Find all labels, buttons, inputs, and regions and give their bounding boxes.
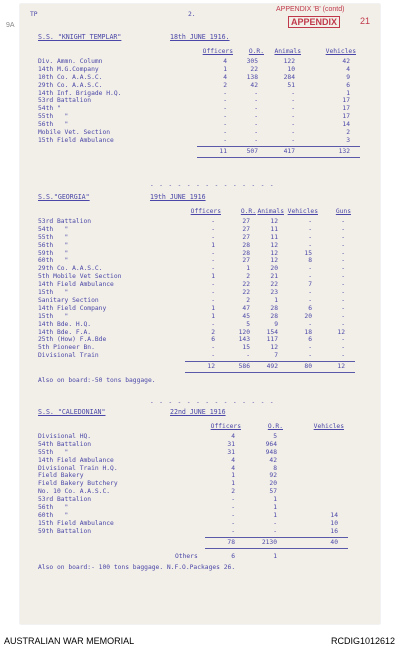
row-value: 4 (223, 57, 227, 65)
total-rule (205, 548, 348, 549)
row-label: Field Bakery (38, 472, 84, 480)
total-rule (197, 157, 360, 158)
row-value: - (341, 296, 345, 304)
row-label: Field Bakery Butchery (38, 480, 118, 488)
annotation-number: 21 (360, 16, 371, 26)
row-value: - (254, 136, 258, 144)
page-number: 2. (188, 11, 196, 18)
row-value: 9 (346, 73, 350, 81)
row-label: Divisional Train (38, 352, 99, 360)
column-header: Officers (210, 423, 241, 430)
row-value: 12 (270, 257, 278, 265)
row-value: - (211, 217, 215, 225)
row-label: 55th " (38, 233, 69, 241)
row-value: - (273, 519, 277, 527)
row-value: - (291, 121, 295, 129)
row-value: 14 (342, 121, 350, 129)
row-value: 27 (242, 257, 250, 265)
row-value: - (223, 97, 227, 105)
row-value: - (291, 97, 295, 105)
row-value: - (341, 312, 345, 320)
total-rule (185, 361, 355, 362)
row-label: No. 10 Co. A.A.S.C. (38, 488, 111, 496)
row-value: 45 (242, 312, 250, 320)
section-date: 22nd JUNE 1916 (170, 408, 226, 416)
row-value: - (341, 281, 345, 289)
total-value: 586 (238, 363, 250, 371)
row-value: 1 (231, 472, 235, 480)
row-value: 1 (211, 241, 215, 249)
row-value: - (254, 97, 258, 105)
total-value: 417 (283, 147, 295, 155)
row-value: 17 (342, 113, 350, 121)
row-value: 948 (265, 448, 277, 456)
row-value: - (254, 89, 258, 97)
row-value: 2 (346, 129, 350, 136)
row-value: - (211, 320, 215, 328)
row-value: 27 (242, 233, 250, 241)
row-label: 5th Pioneer Bn. (38, 344, 95, 352)
row-value: - (341, 289, 345, 296)
row-value: 6 (308, 336, 312, 344)
row-label: 5th Mobile Vet Section (38, 273, 122, 281)
row-label: 60th " (38, 511, 69, 519)
row-value: - (341, 257, 345, 265)
section-separator: - - - - - - - - - - - - - - (150, 182, 275, 189)
row-value: 20 (304, 312, 312, 320)
total-value: 507 (246, 147, 258, 155)
column-header: Vehicles (313, 423, 344, 430)
row-value: 5 (246, 320, 250, 328)
column-header: Animals (274, 48, 301, 55)
row-label: Divisional HQ. (38, 432, 92, 440)
column-header: O.R. (267, 423, 283, 430)
row-value: 31 (227, 440, 235, 448)
row-label: Div. Ammn. Column (38, 57, 103, 65)
row-value: 28 (242, 241, 250, 249)
row-value: 143 (238, 336, 250, 344)
row-value: 21 (270, 273, 278, 281)
total-rule (185, 372, 355, 373)
row-label: 53rd Battalion (38, 496, 92, 504)
row-value: 1 (223, 65, 227, 73)
others-value: 1 (273, 552, 277, 560)
total-value: 11 (219, 147, 227, 155)
row-value: - (231, 504, 235, 511)
row-label: 29th Co. A.A.S.C. (38, 265, 103, 273)
row-value: - (308, 320, 312, 328)
row-value: 4 (223, 73, 227, 81)
total-value: 78 (227, 538, 235, 546)
column-header: O.R. (240, 208, 256, 215)
row-value: 1 (273, 504, 277, 511)
column-header: Animals (257, 208, 284, 215)
row-value: 1 (211, 304, 215, 312)
row-value: - (211, 225, 215, 233)
row-value: 51 (287, 81, 295, 89)
row-label: 53rd Battalion (38, 97, 92, 105)
row-value: - (223, 121, 227, 129)
row-value: 138 (246, 73, 258, 81)
page-ref: TP (30, 11, 38, 18)
row-value: 1 (231, 480, 235, 488)
row-value: 22 (250, 65, 258, 73)
others-value: 6 (231, 552, 235, 560)
row-value: 6 (211, 336, 215, 344)
row-value: 15 (304, 249, 312, 257)
row-value: 17 (342, 97, 350, 105)
row-label: 14th Bde. H.Q. (38, 320, 92, 328)
row-value: - (341, 249, 345, 257)
row-value: 1 (273, 496, 277, 504)
annotation-top: APPENDIX 'B' (contd) (276, 6, 345, 13)
row-label: 55th " (38, 113, 69, 121)
footer-credit: AUSTRALIAN WAR MEMORIAL (4, 636, 135, 646)
row-value: 42 (269, 456, 277, 464)
row-value: 120 (238, 328, 250, 336)
row-value: 122 (283, 57, 295, 65)
row-value: 4 (231, 464, 235, 472)
row-value: - (231, 519, 235, 527)
row-value: 17 (342, 105, 350, 113)
row-label: 55th " (38, 448, 69, 456)
row-value: - (308, 289, 312, 296)
row-value: - (341, 352, 345, 360)
row-value: - (291, 105, 295, 113)
row-value: - (341, 336, 345, 344)
footer (0, 628, 401, 654)
total-value: 2130 (261, 538, 277, 546)
row-value: 284 (283, 73, 295, 81)
row-label: 14th Bde. F.A. (38, 328, 92, 336)
section-date: 19th JUNE 1916 (150, 193, 206, 201)
row-label: 14th Field Ambulance (38, 456, 114, 464)
row-label: 15th Field Ambulance (38, 519, 114, 527)
row-value: - (308, 225, 312, 233)
annotation-box: APPENDIX (288, 16, 340, 28)
row-value: - (341, 304, 345, 312)
row-value: - (211, 344, 215, 352)
row-value: 18 (304, 328, 312, 336)
row-value: - (254, 121, 258, 129)
row-value: 22 (270, 281, 278, 289)
section-date: 18th JUNE 1916. (170, 33, 230, 41)
row-value: 5 (273, 432, 277, 440)
row-value: - (223, 105, 227, 113)
row-label: Divisional Train H.Q. (38, 464, 118, 472)
row-value: 20 (269, 480, 277, 488)
row-value: - (211, 289, 215, 296)
row-value: 8 (308, 257, 312, 265)
margin-note: 9A (6, 22, 15, 29)
row-value: 10 (287, 65, 295, 73)
row-value: 12 (270, 217, 278, 225)
row-value: 12 (270, 241, 278, 249)
column-header: Vehicles (325, 48, 356, 55)
row-value: 305 (246, 57, 258, 65)
total-value: 492 (266, 363, 278, 371)
row-label: 14th M.G.Company (38, 65, 99, 73)
row-value: 9 (274, 320, 278, 328)
row-value: - (308, 296, 312, 304)
row-label: 14th Field Ambulance (38, 281, 114, 289)
row-value: 8 (273, 464, 277, 472)
row-value: - (231, 527, 235, 535)
section-note: Also on board:-50 tons baggage. (38, 377, 156, 384)
row-value: 1 (211, 312, 215, 320)
row-value: 1 (273, 511, 277, 519)
total-value: 80 (304, 363, 312, 371)
row-value: 22 (242, 281, 250, 289)
row-value: 1 (346, 89, 350, 97)
row-label: Mobile Vet. Section (38, 129, 111, 136)
row-value: - (223, 113, 227, 121)
row-value: - (254, 113, 258, 121)
row-value: - (231, 511, 235, 519)
row-label: 56th " (38, 504, 69, 511)
row-value: - (291, 129, 295, 136)
row-value: - (254, 105, 258, 113)
total-rule (197, 146, 360, 147)
row-value: - (308, 217, 312, 225)
row-value: 10 (330, 519, 338, 527)
row-value: 27 (242, 225, 250, 233)
row-label: 60th " (38, 257, 69, 265)
total-value: 132 (338, 147, 350, 155)
row-value: 16 (330, 527, 338, 535)
row-value: - (341, 265, 345, 273)
section-knight-templar (20, 34, 380, 184)
row-value: - (291, 89, 295, 97)
row-label: 53rd Battalion (38, 217, 92, 225)
row-label: 10th Co. A.A.S.C. (38, 73, 103, 81)
total-rule (205, 537, 348, 538)
section-georgia (20, 194, 380, 394)
row-label: 14th Field Company (38, 304, 107, 312)
row-label: 29th Co. A.A.S.C. (38, 81, 103, 89)
row-value: 28 (270, 312, 278, 320)
row-value: 2 (211, 328, 215, 336)
row-value: 4 (346, 65, 350, 73)
row-value: 117 (266, 336, 278, 344)
row-value: 1 (246, 265, 250, 273)
row-value: 2 (246, 296, 250, 304)
row-value: 22 (242, 289, 250, 296)
row-value: 23 (270, 289, 278, 296)
row-value: 964 (265, 440, 277, 448)
row-value: - (211, 281, 215, 289)
row-value: 11 (270, 233, 278, 241)
row-value: - (308, 265, 312, 273)
row-value: 12 (270, 249, 278, 257)
row-value: - (308, 273, 312, 281)
row-value: 92 (269, 472, 277, 480)
row-value: 4 (231, 432, 235, 440)
column-header: Guns (335, 208, 351, 215)
section-note: Also on board:- 100 tons baggage. N.F.O.Packages 26. (38, 564, 236, 572)
row-value: - (308, 352, 312, 360)
section-separator: - - - - - - - - - - - - - - (150, 399, 275, 406)
row-label: 56th " (38, 121, 69, 129)
row-value: 6 (308, 304, 312, 312)
row-label: 54th " (38, 105, 61, 113)
row-value: 154 (266, 328, 278, 336)
row-value: - (308, 344, 312, 352)
column-header: Officers (190, 208, 221, 215)
row-label: 25th (How) F.A.Bde (38, 336, 107, 344)
row-value: 28 (270, 304, 278, 312)
row-value: - (211, 265, 215, 273)
row-value: - (254, 129, 258, 136)
total-value: 12 (337, 363, 345, 371)
column-header: Officers (202, 48, 233, 55)
row-value: 31 (227, 448, 235, 456)
row-label: 15th Field Ambulance (38, 136, 114, 144)
row-label: Sanitary Section (38, 296, 99, 304)
row-value: - (246, 352, 250, 360)
others-label: Others (175, 552, 198, 560)
row-value: 14 (330, 511, 338, 519)
row-label: 56th " (38, 241, 69, 249)
row-label: 59th Battalion (38, 527, 92, 535)
section-caledonian (20, 409, 380, 609)
row-value: - (223, 129, 227, 136)
row-value: 2 (231, 488, 235, 496)
footer-record-id: RCDIG1012612 (330, 636, 395, 646)
row-value: 12 (270, 344, 278, 352)
row-value: 27 (242, 217, 250, 225)
row-value: 42 (342, 57, 350, 65)
row-value: 47 (242, 304, 250, 312)
row-value: 2 (246, 273, 250, 281)
row-label: 15th " (38, 289, 69, 296)
row-value: 2 (223, 81, 227, 89)
row-value: - (341, 320, 345, 328)
total-value: 40 (330, 538, 338, 546)
row-value: 12 (337, 328, 345, 336)
row-value: 15 (242, 344, 250, 352)
row-value: - (291, 113, 295, 121)
row-value: - (273, 527, 277, 535)
row-value: 28 (242, 249, 250, 257)
row-value: 1 (274, 296, 278, 304)
row-value: - (211, 249, 215, 257)
row-value: 6 (346, 81, 350, 89)
total-value: 12 (207, 363, 215, 371)
row-value: - (211, 257, 215, 265)
row-value: - (223, 136, 227, 144)
row-value: 7 (308, 281, 312, 289)
row-value: - (341, 233, 345, 241)
document-page (6, 4, 380, 624)
row-value: 42 (250, 81, 258, 89)
row-value: 4 (231, 456, 235, 464)
section-title: S.S."GEORGIA" (38, 193, 90, 201)
section-title: S.S. "CALEDONIAN" (38, 408, 106, 416)
row-value: - (341, 241, 345, 249)
row-value: - (341, 217, 345, 225)
row-value: 20 (270, 265, 278, 273)
row-value: - (223, 89, 227, 97)
row-label: 54th Battalion (38, 440, 92, 448)
row-value: - (341, 225, 345, 233)
row-value: 1 (211, 273, 215, 281)
row-label: 54th " (38, 225, 69, 233)
column-header: Vehicles (287, 208, 318, 215)
row-value: - (341, 273, 345, 281)
row-value: 3 (346, 136, 350, 144)
row-label: 14th Inf. Brigade H.Q. (38, 89, 122, 97)
row-value: - (308, 241, 312, 249)
row-value: - (341, 344, 345, 352)
row-value: - (211, 296, 215, 304)
row-value: - (211, 352, 215, 360)
section-title: S.S. "KNIGHT TEMPLAR" (38, 33, 122, 41)
row-value: - (211, 233, 215, 241)
row-value: 7 (274, 352, 278, 360)
row-value: - (291, 136, 295, 144)
row-value: 11 (270, 225, 278, 233)
row-value: 57 (269, 488, 277, 496)
row-label: 59th " (38, 249, 69, 257)
row-value: - (231, 496, 235, 504)
row-label: 15th " (38, 312, 69, 320)
row-value: - (308, 233, 312, 241)
column-header: O.R. (248, 48, 264, 55)
